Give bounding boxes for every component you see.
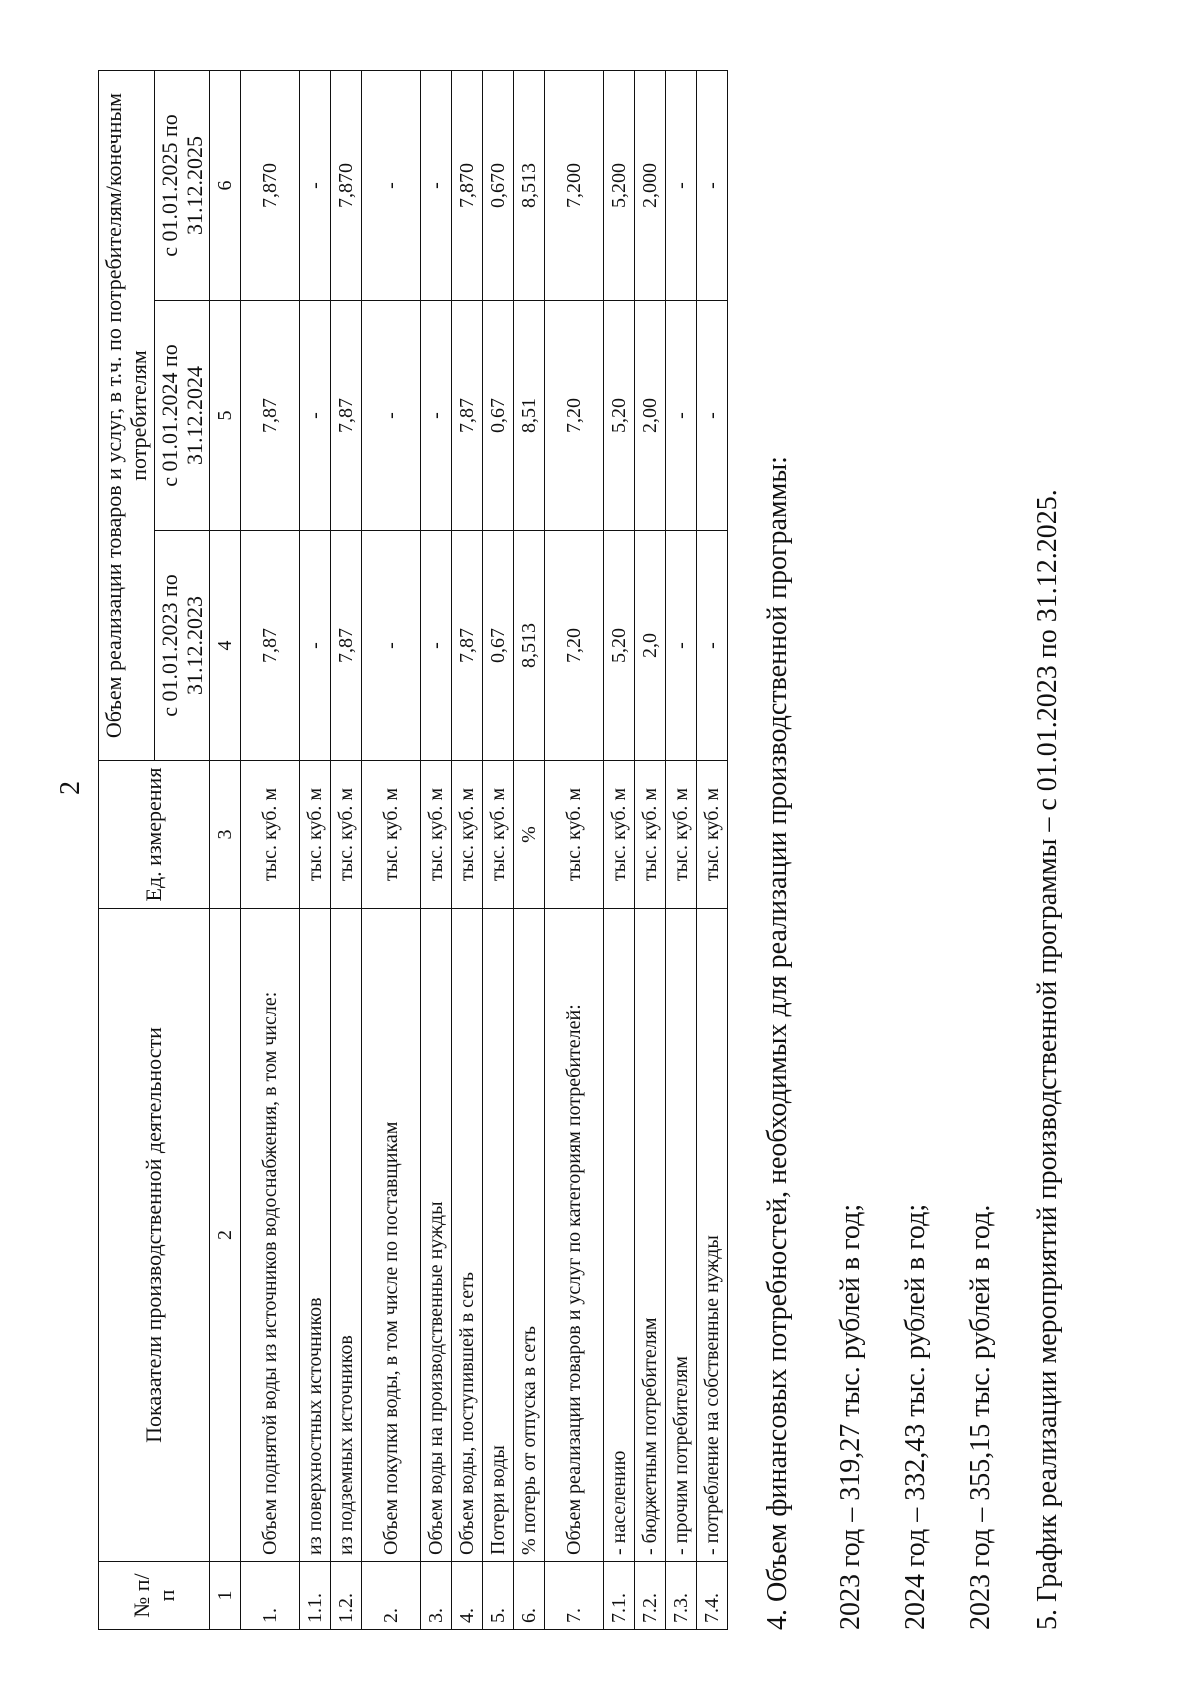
row-indicator: из поверхностных источников (300, 909, 331, 1562)
row-value-2025: - (697, 71, 728, 301)
row-num: 7.3. (666, 1562, 697, 1630)
row-value-2025: 7,870 (331, 71, 362, 301)
row-value-2025: 7,200 (545, 71, 604, 301)
table-row (331, 71, 362, 1630)
row-value-2024: 5,20 (604, 301, 635, 531)
row-unit: тыс. куб. м (545, 761, 604, 909)
row-value-2024: - (697, 301, 728, 531)
table-row (483, 71, 514, 1630)
row-num: 1. (241, 1562, 300, 1630)
row-value-2023: - (362, 531, 421, 761)
row-unit: тыс. куб. м (604, 761, 635, 909)
row-num: 7.4. (697, 1562, 728, 1630)
section-5-text: 5. График реализации мероприятий производственной программы – с 01.01.2023 по 31.12.2025. (1032, 489, 1063, 1630)
row-value-2024: 8,51 (514, 301, 545, 531)
row-value-2024: 2,00 (635, 301, 666, 531)
row-unit: % (514, 761, 545, 909)
table-row (362, 71, 421, 1630)
finance-2024: 2024 год – 332,43 тыс. рублей в год; (900, 1203, 931, 1630)
row-num: 7.1. (604, 1562, 635, 1630)
index-cell: 1 (210, 1562, 241, 1630)
row-value-2024: 7,87 (331, 301, 362, 531)
table-row (545, 71, 604, 1630)
header-period-2024: с 01.01.2024 по 31.12.2024 (154, 301, 210, 531)
row-value-2025: 8,513 (514, 71, 545, 301)
row-value-2023: 7,87 (452, 531, 483, 761)
row-indicator: - потребление на собственные нужды (697, 909, 728, 1562)
row-value-2023: 7,87 (241, 531, 300, 761)
row-indicator: Потери воды (483, 909, 514, 1562)
table-row (300, 71, 331, 1630)
row-value-2023: - (421, 531, 452, 761)
row-unit: тыс. куб. м (635, 761, 666, 909)
row-value-2023: - (666, 531, 697, 761)
row-value-2025: 0,670 (483, 71, 514, 301)
row-value-2023: 7,87 (331, 531, 362, 761)
header-volume-group: Объем реализации товаров и услуг, в т.ч. по потребителям/конечным потребителям (99, 71, 155, 761)
table-row (452, 71, 483, 1630)
row-value-2024: - (421, 301, 452, 531)
header-period-2023: с 01.01.2023 по 31.12.2023 (154, 531, 210, 761)
row-indicator: Объем воды, поступившей в сеть (452, 909, 483, 1562)
table-row (635, 71, 666, 1630)
row-unit: тыс. куб. м (300, 761, 331, 909)
row-value-2025: 5,200 (604, 71, 635, 301)
row-value-2025: - (421, 71, 452, 301)
index-cell: 5 (210, 301, 241, 531)
row-value-2025: 7,870 (241, 71, 300, 301)
header-period-2025: с 01.01.2025 по 31.12.2025 (154, 71, 210, 301)
row-num: 1.1. (300, 1562, 331, 1630)
row-num: 6. (514, 1562, 545, 1630)
row-indicator: Объем воды на производственные нужды (421, 909, 452, 1562)
row-value-2023: 0,67 (483, 531, 514, 761)
index-cell: 4 (210, 531, 241, 761)
row-indicator: - населению (604, 909, 635, 1562)
index-cell: 2 (210, 909, 241, 1562)
row-num: 3. (421, 1562, 452, 1630)
row-value-2024: - (666, 301, 697, 531)
finance-2023-b: 2023 год – 355,15 тыс. рублей в год. (965, 1204, 996, 1630)
page-number: 2 (55, 781, 86, 795)
row-value-2024: 0,67 (483, 301, 514, 531)
row-unit: тыс. куб. м (421, 761, 452, 909)
table-row (604, 71, 635, 1630)
row-unit: тыс. куб. м (241, 761, 300, 909)
index-cell: 6 (210, 71, 241, 301)
row-value-2024: 7,87 (241, 301, 300, 531)
row-value-2024: 7,87 (452, 301, 483, 531)
row-unit: тыс. куб. м (452, 761, 483, 909)
row-unit: тыс. куб. м (331, 761, 362, 909)
row-indicator: % потерь от отпуска в сеть (514, 909, 545, 1562)
row-num: 5. (483, 1562, 514, 1630)
row-value-2025: - (666, 71, 697, 301)
row-unit: тыс. куб. м (697, 761, 728, 909)
row-value-2025: - (362, 71, 421, 301)
row-value-2023: 2,0 (635, 531, 666, 761)
header-num: № п/п (99, 1562, 210, 1630)
row-value-2023: 8,513 (514, 531, 545, 761)
row-num: 7.2. (635, 1562, 666, 1630)
row-indicator: - прочим потребителям (666, 909, 697, 1562)
production-indicators-table (98, 70, 728, 1630)
section-4-text: 4. Объем финансовых потребностей, необходимых для реализации производственной программы: (762, 456, 793, 1630)
row-value-2024: 7,20 (545, 301, 604, 531)
row-indicator: из подземных источников (331, 909, 362, 1562)
row-unit: тыс. куб. м (483, 761, 514, 909)
row-value-2025: - (300, 71, 331, 301)
table-row (514, 71, 545, 1630)
row-value-2023: - (300, 531, 331, 761)
row-unit: тыс. куб. м (666, 761, 697, 909)
row-num: 7. (545, 1562, 604, 1630)
row-indicator: Объем покупки воды, в том числе по поставщикам (362, 909, 421, 1562)
row-value-2024: - (362, 301, 421, 531)
row-num: 1.2. (331, 1562, 362, 1630)
table-header (99, 71, 241, 1630)
row-value-2023: 7,20 (545, 531, 604, 761)
header-unit: Ед. измерения (99, 761, 210, 909)
table-row (421, 71, 452, 1630)
row-value-2025: 2,000 (635, 71, 666, 301)
row-indicator: Объем реализации товаров и услуг по категориям потребителей: (545, 909, 604, 1562)
table-body (241, 71, 728, 1630)
row-value-2024: - (300, 301, 331, 531)
table-row (241, 71, 300, 1630)
header-indicator: Показатели производственной деятельности (99, 909, 210, 1562)
row-indicator: Объем поднятой воды из источников водоснабжения, в том числе: (241, 909, 300, 1562)
row-value-2023: 5,20 (604, 531, 635, 761)
row-indicator: - бюджетным потребителям (635, 909, 666, 1562)
table-row (697, 71, 728, 1630)
row-value-2025: 7,870 (452, 71, 483, 301)
table-row (666, 71, 697, 1630)
row-unit: тыс. куб. м (362, 761, 421, 909)
row-num: 2. (362, 1562, 421, 1630)
column-index-row (210, 71, 241, 1630)
row-value-2023: - (697, 531, 728, 761)
index-cell: 3 (210, 761, 241, 909)
row-num: 4. (452, 1562, 483, 1630)
finance-2023: 2023 год – 319,27 тыс. рублей в год; (835, 1203, 866, 1630)
